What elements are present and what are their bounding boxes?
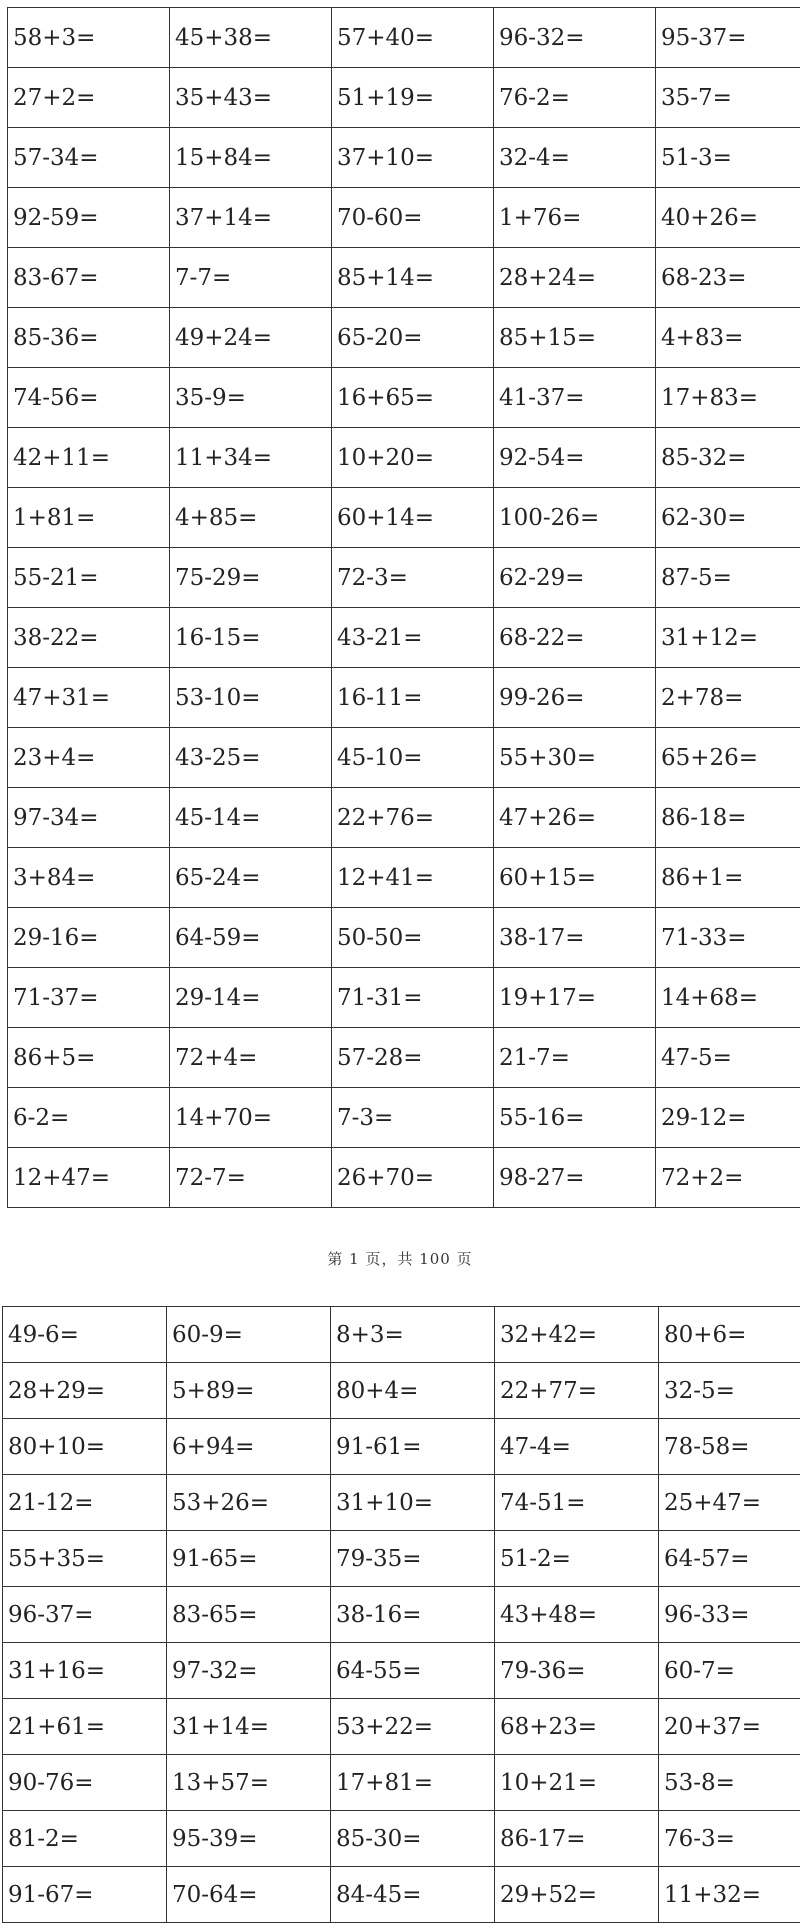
problem-cell: 79-36= (495, 1643, 659, 1699)
worksheet-table-body (3, 1307, 800, 1923)
table-row (8, 608, 800, 668)
table-row (8, 248, 800, 308)
worksheet-table-page-2 (2, 1306, 800, 1923)
problem-cell: 71-37= (8, 968, 170, 1028)
problem-cell: 53-8= (659, 1755, 800, 1811)
problem-cell: 35-7= (656, 68, 800, 128)
table-row (8, 68, 800, 128)
problem-cell: 29+52= (495, 1867, 659, 1923)
problem-cell: 65-20= (332, 308, 494, 368)
problem-cell: 21-7= (494, 1028, 656, 1088)
problem-cell: 96-33= (659, 1587, 800, 1643)
problem-cell: 98-27= (494, 1148, 656, 1208)
problem-cell: 58+3= (8, 8, 170, 68)
problem-cell: 12+41= (332, 848, 494, 908)
problem-cell: 17+83= (656, 368, 800, 428)
problem-cell: 70-64= (167, 1867, 331, 1923)
table-row (8, 668, 800, 728)
problem-cell: 53-10= (170, 668, 332, 728)
problem-cell: 5+89= (167, 1363, 331, 1419)
table-row (3, 1699, 800, 1755)
problem-cell: 80+10= (3, 1419, 167, 1475)
problem-cell: 42+11= (8, 428, 170, 488)
problem-cell: 29-16= (8, 908, 170, 968)
problem-cell: 32+42= (495, 1307, 659, 1363)
table-row (3, 1755, 800, 1811)
worksheet-table-body (8, 8, 800, 1208)
table-row (3, 1307, 800, 1363)
table-row (3, 1531, 800, 1587)
problem-cell: 57-34= (8, 128, 170, 188)
problem-cell: 86+1= (656, 848, 800, 908)
table-row (8, 368, 800, 428)
problem-cell: 76-2= (494, 68, 656, 128)
problem-cell: 100-26= (494, 488, 656, 548)
problem-cell: 68-22= (494, 608, 656, 668)
problem-cell: 7-3= (332, 1088, 494, 1148)
problem-cell: 70-60= (332, 188, 494, 248)
table-row (8, 1028, 800, 1088)
problem-cell: 57-28= (332, 1028, 494, 1088)
problem-cell: 95-37= (656, 8, 800, 68)
table-row (8, 308, 800, 368)
problem-cell: 96-32= (494, 8, 656, 68)
problem-cell: 72+4= (170, 1028, 332, 1088)
problem-cell: 91-65= (167, 1531, 331, 1587)
problem-cell: 91-61= (331, 1419, 495, 1475)
problem-cell: 49+24= (170, 308, 332, 368)
problem-cell: 80+6= (659, 1307, 800, 1363)
problem-cell: 4+85= (170, 488, 332, 548)
problem-cell: 8+3= (331, 1307, 495, 1363)
table-row (8, 188, 800, 248)
problem-cell: 92-54= (494, 428, 656, 488)
problem-cell: 64-59= (170, 908, 332, 968)
problem-cell: 91-67= (3, 1867, 167, 1923)
problem-cell: 62-30= (656, 488, 800, 548)
table-row (3, 1643, 800, 1699)
problem-cell: 22+76= (332, 788, 494, 848)
problem-cell: 49-6= (3, 1307, 167, 1363)
problem-cell: 60-7= (659, 1643, 800, 1699)
problem-cell: 72+2= (656, 1148, 800, 1208)
problem-cell: 97-34= (8, 788, 170, 848)
problem-cell: 40+26= (656, 188, 800, 248)
table-row (8, 488, 800, 548)
problem-cell: 21-12= (3, 1475, 167, 1531)
problem-cell: 55-16= (494, 1088, 656, 1148)
problem-cell: 1+81= (8, 488, 170, 548)
problem-cell: 6-2= (8, 1088, 170, 1148)
problem-cell: 14+70= (170, 1088, 332, 1148)
problem-cell: 23+4= (8, 728, 170, 788)
problem-cell: 45-14= (170, 788, 332, 848)
problem-cell: 1+76= (494, 188, 656, 248)
problem-cell: 90-76= (3, 1755, 167, 1811)
problem-cell: 43-21= (332, 608, 494, 668)
problem-cell: 53+22= (331, 1699, 495, 1755)
problem-cell: 50-50= (332, 908, 494, 968)
page-footer: 第 1 页，共 100 页 (327, 1250, 473, 1268)
problem-cell: 13+57= (167, 1755, 331, 1811)
problem-cell: 6+94= (167, 1419, 331, 1475)
table-row (8, 728, 800, 788)
problem-cell: 72-3= (332, 548, 494, 608)
problem-cell: 74-51= (495, 1475, 659, 1531)
problem-cell: 85-32= (656, 428, 800, 488)
problem-cell: 51+19= (332, 68, 494, 128)
problem-cell: 74-56= (8, 368, 170, 428)
problem-cell: 55+30= (494, 728, 656, 788)
problem-cell: 43+48= (495, 1587, 659, 1643)
problem-cell: 15+84= (170, 128, 332, 188)
problem-cell: 35+43= (170, 68, 332, 128)
problem-cell: 41-37= (494, 368, 656, 428)
problem-cell: 35-9= (170, 368, 332, 428)
problem-cell: 16+65= (332, 368, 494, 428)
problem-cell: 55+35= (3, 1531, 167, 1587)
problem-cell: 38-17= (494, 908, 656, 968)
problem-cell: 11+32= (659, 1867, 800, 1923)
problem-cell: 71-33= (656, 908, 800, 968)
problem-cell: 85-36= (8, 308, 170, 368)
table-row (8, 8, 800, 68)
problem-cell: 51-2= (495, 1531, 659, 1587)
problem-cell: 27+2= (8, 68, 170, 128)
problem-cell: 3+84= (8, 848, 170, 908)
problem-cell: 31+14= (167, 1699, 331, 1755)
problem-cell: 60-9= (167, 1307, 331, 1363)
problem-cell: 55-21= (8, 548, 170, 608)
problem-cell: 25+47= (659, 1475, 800, 1531)
problem-cell: 51-3= (656, 128, 800, 188)
problem-cell: 83-67= (8, 248, 170, 308)
problem-cell: 19+17= (494, 968, 656, 1028)
problem-cell: 37+10= (332, 128, 494, 188)
table-row (8, 548, 800, 608)
problem-cell: 71-31= (332, 968, 494, 1028)
table-row (3, 1419, 800, 1475)
table-row (3, 1867, 800, 1923)
problem-cell: 32-5= (659, 1363, 800, 1419)
problem-cell: 31+16= (3, 1643, 167, 1699)
table-row (3, 1587, 800, 1643)
problem-cell: 79-35= (331, 1531, 495, 1587)
table-row (8, 848, 800, 908)
problem-cell: 62-29= (494, 548, 656, 608)
problem-cell: 60+14= (332, 488, 494, 548)
problem-cell: 57+40= (332, 8, 494, 68)
problem-cell: 99-26= (494, 668, 656, 728)
problem-cell: 84-45= (331, 1867, 495, 1923)
problem-cell: 72-7= (170, 1148, 332, 1208)
problem-cell: 4+83= (656, 308, 800, 368)
problem-cell: 22+77= (495, 1363, 659, 1419)
problem-cell: 47-4= (495, 1419, 659, 1475)
problem-cell: 16-11= (332, 668, 494, 728)
problem-cell: 65+26= (656, 728, 800, 788)
problem-cell: 29-14= (170, 968, 332, 1028)
problem-cell: 96-37= (3, 1587, 167, 1643)
table-row (8, 968, 800, 1028)
table-row (8, 1148, 800, 1208)
problem-cell: 68-23= (656, 248, 800, 308)
problem-cell: 32-4= (494, 128, 656, 188)
problem-cell: 47+26= (494, 788, 656, 848)
problem-cell: 75-29= (170, 548, 332, 608)
problem-cell: 64-55= (331, 1643, 495, 1699)
problem-cell: 21+61= (3, 1699, 167, 1755)
problem-cell: 86+5= (8, 1028, 170, 1088)
problem-cell: 87-5= (656, 548, 800, 608)
problem-cell: 10+20= (332, 428, 494, 488)
problem-cell: 92-59= (8, 188, 170, 248)
problem-cell: 38-16= (331, 1587, 495, 1643)
problem-cell: 29-12= (656, 1088, 800, 1148)
problem-cell: 60+15= (494, 848, 656, 908)
table-row (3, 1811, 800, 1867)
problem-cell: 2+78= (656, 668, 800, 728)
problem-cell: 86-17= (495, 1811, 659, 1867)
problem-cell: 81-2= (3, 1811, 167, 1867)
problem-cell: 43-25= (170, 728, 332, 788)
problem-cell: 12+47= (8, 1148, 170, 1208)
problem-cell: 76-3= (659, 1811, 800, 1867)
problem-cell: 7-7= (170, 248, 332, 308)
problem-cell: 78-58= (659, 1419, 800, 1475)
problem-cell: 83-65= (167, 1587, 331, 1643)
problem-cell: 28+29= (3, 1363, 167, 1419)
problem-cell: 26+70= (332, 1148, 494, 1208)
problem-cell: 95-39= (167, 1811, 331, 1867)
problem-cell: 31+10= (331, 1475, 495, 1531)
problem-cell: 97-32= (167, 1643, 331, 1699)
table-row (8, 908, 800, 968)
problem-cell: 85-30= (331, 1811, 495, 1867)
worksheet-table-page-1 (7, 7, 800, 1208)
problem-cell: 20+37= (659, 1699, 800, 1755)
table-row (8, 788, 800, 848)
problem-cell: 38-22= (8, 608, 170, 668)
problem-cell: 17+81= (331, 1755, 495, 1811)
problem-cell: 65-24= (170, 848, 332, 908)
problem-cell: 10+21= (495, 1755, 659, 1811)
problem-cell: 47+31= (8, 668, 170, 728)
problem-cell: 45-10= (332, 728, 494, 788)
problem-cell: 28+24= (494, 248, 656, 308)
problem-cell: 53+26= (167, 1475, 331, 1531)
problem-cell: 11+34= (170, 428, 332, 488)
problem-cell: 64-57= (659, 1531, 800, 1587)
problem-cell: 14+68= (656, 968, 800, 1028)
problem-cell: 80+4= (331, 1363, 495, 1419)
problem-cell: 31+12= (656, 608, 800, 668)
problem-cell: 68+23= (495, 1699, 659, 1755)
table-row (3, 1363, 800, 1419)
problem-cell: 37+14= (170, 188, 332, 248)
table-row (3, 1475, 800, 1531)
problem-cell: 86-18= (656, 788, 800, 848)
table-row (8, 428, 800, 488)
problem-cell: 45+38= (170, 8, 332, 68)
problem-cell: 85+15= (494, 308, 656, 368)
problem-cell: 85+14= (332, 248, 494, 308)
problem-cell: 16-15= (170, 608, 332, 668)
problem-cell: 47-5= (656, 1028, 800, 1088)
table-row (8, 128, 800, 188)
table-row (8, 1088, 800, 1148)
